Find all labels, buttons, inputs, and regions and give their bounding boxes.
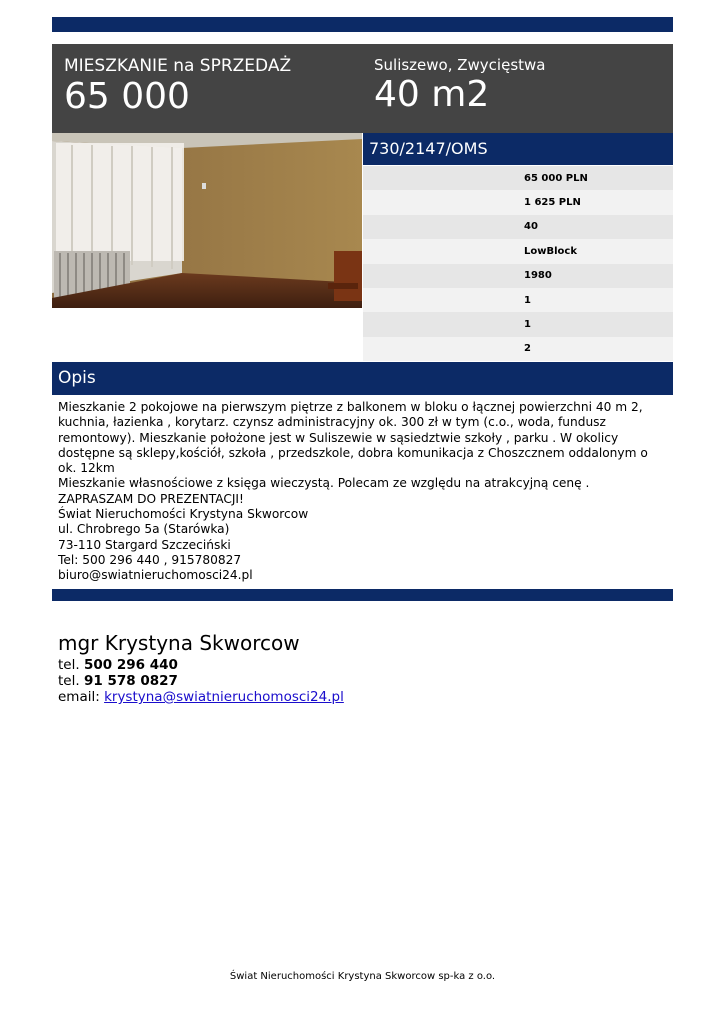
description-line: Świat Nieruchomości Krystyna Skworcow [58,507,309,522]
agent-email-line [58,689,344,705]
listing-header [52,44,673,133]
agent-contact [58,631,344,705]
agent-phone-2: 91 578 0827 [83,673,178,689]
top-accent-bar [52,17,673,32]
tel-label: tel. [58,673,80,689]
listing-location: Suliszewo, Zwycięstwa [374,56,546,74]
agent-phone-line [58,657,344,673]
property-photo [52,133,362,308]
description-text [58,400,658,584]
listing-type: MIESZKANIE na SPRZEDAŻ [64,56,292,76]
description-line: kuchnia, łazienka , korytarz. czynsz administracyjny ok. 300 zł w tym (c.o., woda, fundusz [58,415,606,430]
details-row: 1980 [363,264,673,288]
bottom-accent-bar [52,589,673,601]
details-row: 1 [363,288,673,312]
listing-area: 40 m2 [374,74,490,115]
description-line: ZAPRASZAM DO PREZENTACJI! [58,491,244,506]
agent-name: mgr Krystyna Skworcow [58,631,300,655]
details-row: 40 [363,215,673,239]
listing-reference: 730/2147/OMS [363,133,673,165]
description-line: 73-110 Stargard Szczeciński [58,537,231,552]
listing-price: 65 000 [64,76,190,117]
details-row: 1 [363,312,673,336]
details-row: 1 625 PLN [363,190,673,214]
description-line: ok. 12km [58,461,115,476]
details-row: 2 [363,337,673,361]
agent-phone-1: 500 296 440 [83,657,178,673]
details-row: 65 000 PLN [363,166,673,190]
description-line: biuro@swiatnieruchomosci24.pl [58,568,253,583]
email-label: email: [58,689,100,705]
page-footer: Świat Nieruchomości Krystyna Skworcow sp-ka z o.o. [229,971,496,982]
agent-phone-line [58,673,344,689]
agent-email-link[interactable]: krystyna@swiatnieruchomosci24.pl [104,689,344,705]
description-line: Tel: 500 296 440 , 915780827 [58,552,242,567]
tel-label: tel. [58,657,80,673]
description-line: ul. Chrobrego 5a (Starówka) [58,522,230,537]
details-row: LowBlock [363,239,673,263]
description-heading: Opis [52,362,673,395]
description-line: Mieszkanie 2 pokojowe na pierwszym piętrze z balkonem w bloku o łącznej powierzchni 40 m 2, [58,400,643,414]
description-line: dostępne są sklepy,kościół, szkoła , przedszkole, dobra komunikacja z Choszcznem oddalonym o [58,445,648,460]
details-table [363,166,673,361]
description-line: remontowy). Mieszkanie położone jest w Suliszewie w sąsiedztwie szkoły , parku . W okolicy [58,430,619,445]
description-line: Mieszkanie własnościowe z księga wieczystą. Polecam ze względu na atrakcyjną cenę . [58,476,590,491]
